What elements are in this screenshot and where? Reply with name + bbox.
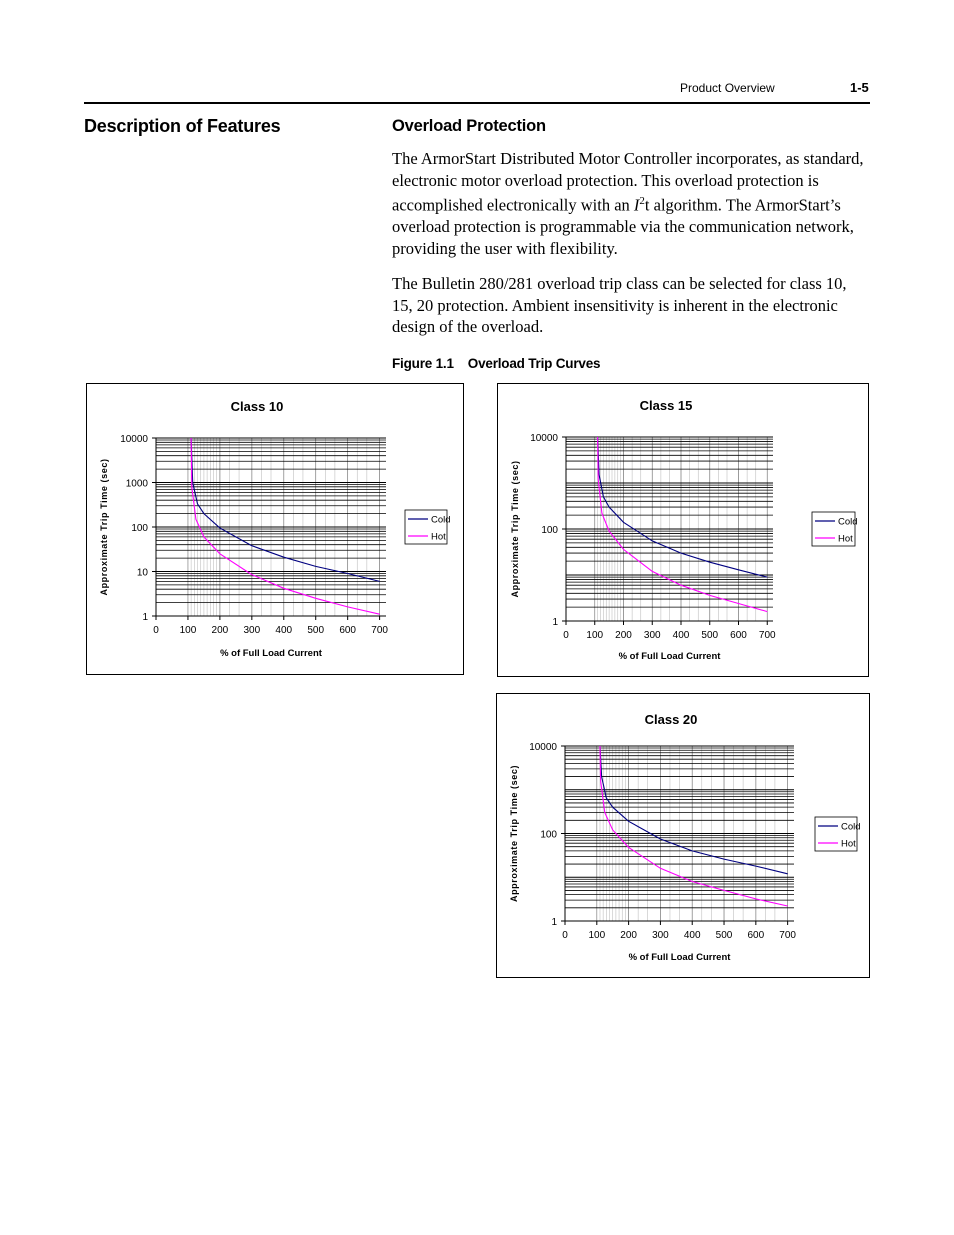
legend-label-cold: Cold bbox=[841, 821, 861, 833]
x-tick-label: 300 bbox=[243, 625, 261, 636]
x-tick-label: 600 bbox=[730, 630, 747, 641]
formula-rest: t bbox=[644, 195, 650, 215]
x-tick-label: 400 bbox=[683, 930, 701, 941]
chart-class-15 bbox=[497, 383, 869, 677]
subsection-title: Overload Protection bbox=[392, 117, 546, 135]
series-line-cold bbox=[191, 438, 380, 581]
chart-svg bbox=[497, 694, 869, 977]
figure-caption bbox=[392, 356, 600, 371]
chart-svg bbox=[87, 384, 463, 674]
paragraph-trip-class: The Bulletin 280/281 overload trip class can be selected for class 10, 15, 20 protection. Ambient insensitivity is inherent in the electronic design of the overload. bbox=[392, 274, 847, 336]
x-tick-label: 200 bbox=[615, 630, 632, 641]
y-axis-label: Approximate Trip Time (sec) bbox=[509, 764, 519, 903]
y-axis-label: Approximate Trip Time (sec) bbox=[99, 458, 109, 596]
paragraph-overload-intro bbox=[392, 148, 870, 259]
y-tick-label: 1 bbox=[552, 617, 558, 628]
legend-label-hot: Hot bbox=[431, 531, 446, 543]
x-tick-label: 100 bbox=[179, 625, 197, 636]
x-tick-label: 500 bbox=[715, 930, 733, 941]
chart-title: Class 20 bbox=[644, 712, 698, 727]
x-axis-label: % of Full Load Current bbox=[618, 651, 721, 662]
page-number: 1-5 bbox=[850, 80, 869, 95]
legend-label-hot: Hot bbox=[838, 533, 853, 545]
chart-title: Class 10 bbox=[230, 399, 284, 414]
x-tick-label: 600 bbox=[747, 930, 765, 941]
legend bbox=[812, 512, 858, 546]
x-tick-label: 0 bbox=[153, 625, 159, 636]
y-tick-label: 10000 bbox=[120, 434, 148, 445]
figure-title: Overload Trip Curves bbox=[467, 356, 601, 371]
chart-class-10 bbox=[86, 383, 464, 675]
running-header-section: Product Overview bbox=[680, 81, 775, 95]
y-tick-label: 10 bbox=[136, 567, 148, 579]
chart-title: Class 15 bbox=[639, 398, 693, 413]
x-axis-label: % of Full Load Current bbox=[628, 952, 731, 963]
series-line-cold bbox=[600, 746, 788, 874]
y-axis-label: Approximate Trip Time (sec) bbox=[510, 460, 520, 598]
x-axis-label: % of Full Load Current bbox=[220, 648, 322, 659]
x-tick-label: 600 bbox=[339, 625, 357, 636]
x-tick-label: 0 bbox=[563, 630, 569, 641]
series-line-hot bbox=[191, 438, 380, 614]
x-tick-label: 300 bbox=[643, 630, 661, 641]
y-tick-label: 100 bbox=[540, 829, 557, 841]
x-tick-label: 100 bbox=[586, 630, 604, 641]
header-rule bbox=[84, 102, 870, 104]
formula-power: 2 bbox=[639, 195, 645, 207]
legend bbox=[815, 817, 861, 851]
legend bbox=[405, 510, 451, 544]
y-tick-label: 10000 bbox=[529, 742, 557, 753]
x-tick-label: 500 bbox=[307, 625, 325, 636]
x-tick-label: 400 bbox=[672, 630, 690, 641]
chart-svg bbox=[498, 384, 868, 676]
x-tick-label: 200 bbox=[620, 930, 637, 941]
y-tick-label: 100 bbox=[131, 523, 148, 534]
x-tick-label: 500 bbox=[701, 630, 719, 641]
legend-label-cold: Cold bbox=[431, 514, 451, 526]
y-tick-label: 10000 bbox=[530, 433, 558, 444]
x-tick-label: 700 bbox=[758, 630, 776, 641]
y-tick-label: 100 bbox=[541, 525, 558, 536]
formula-letter: I bbox=[633, 195, 640, 215]
x-tick-label: 300 bbox=[652, 930, 669, 941]
legend-label-hot: Hot bbox=[841, 838, 856, 850]
legend-label-cold: Cold bbox=[838, 516, 858, 528]
x-tick-label: 200 bbox=[211, 625, 229, 636]
y-tick-label: 1000 bbox=[125, 478, 148, 490]
y-tick-label: 1 bbox=[142, 612, 148, 623]
paragraph-text: algorithm. The ArmorStart’s overload protection is programmable via the communication network, providing the user with flexibility. bbox=[392, 195, 854, 258]
figure-number: Figure 1.1 bbox=[392, 356, 454, 371]
paragraph-text: The ArmorStart Distributed Motor Controller incorporates, as standard, electronic motor overload protection. This overload protection is accomplished electronically with an bbox=[392, 149, 864, 215]
series-line-hot bbox=[600, 746, 788, 906]
chart-class-20 bbox=[496, 693, 870, 978]
x-tick-label: 400 bbox=[275, 625, 293, 636]
section-title: Description of Features bbox=[84, 116, 281, 136]
x-tick-label: 100 bbox=[588, 930, 606, 941]
x-tick-label: 700 bbox=[371, 625, 388, 636]
y-tick-label: 1 bbox=[551, 917, 557, 928]
x-tick-label: 0 bbox=[562, 930, 568, 941]
x-tick-label: 700 bbox=[779, 930, 796, 941]
